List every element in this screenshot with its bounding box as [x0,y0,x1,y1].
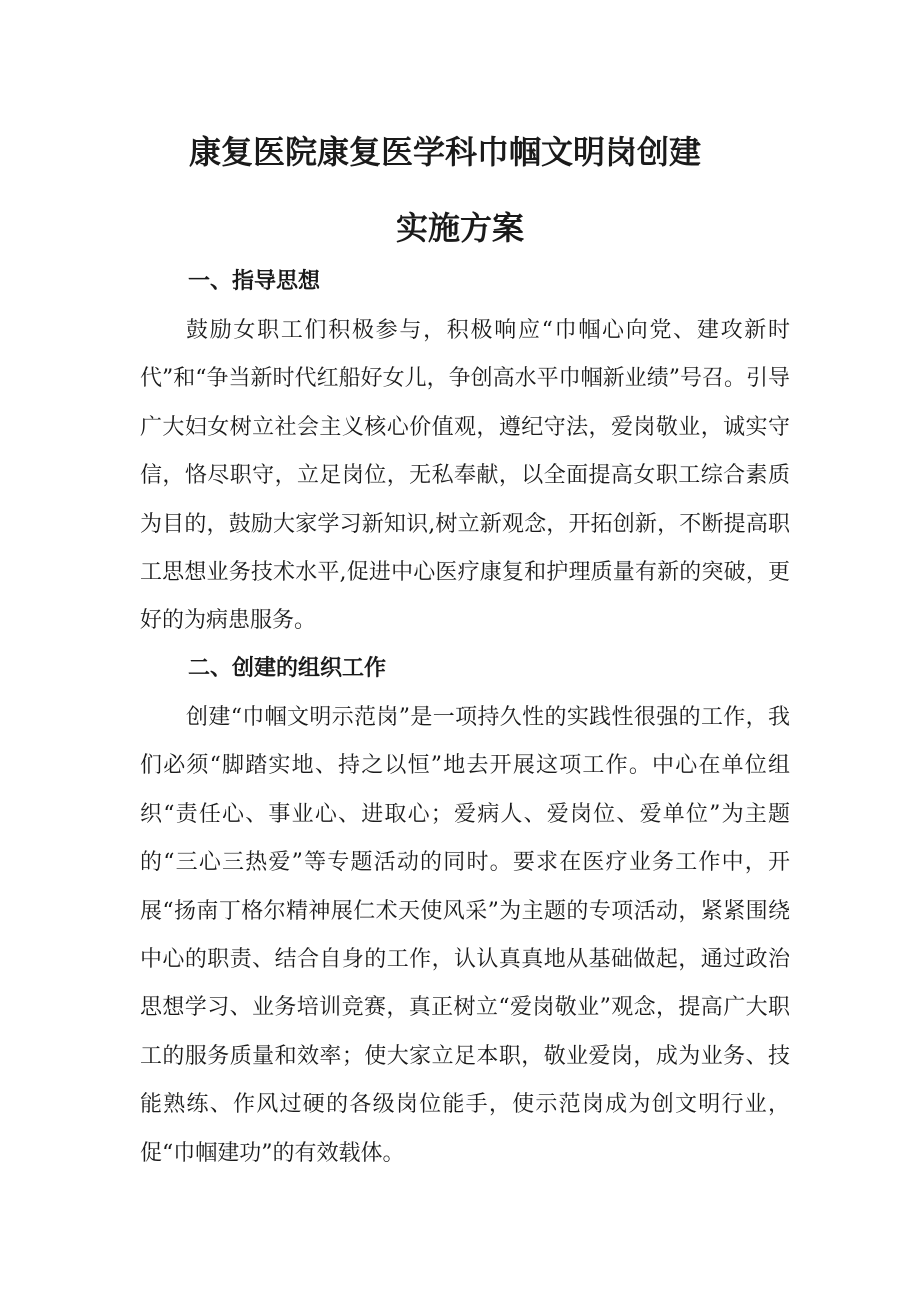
section-paragraph-organization-work: 创建“巾帼文明示范岗”是一项持久性的实践性很强的工作，我们必须“脚踏实地、持之以恒”地去开展这项工作。中心在单位组织“责任心、事业心、进取心；爱病人、爱岗位、爱单位”为主题的“三心三热爱”等专题活动的同时。要求在医疗业务工作中，开展“扬南丁格尔精神展仁术天使风采”为主题的专项活动，紧紧围绕中心的职责、结合自身的工作，认认真真地从基础做起，通过政治思想学习、业务培训竞赛，真正树立“爱岗敬业”观念，提高广大职工的服务质量和效率；使大家立足本职，敬业爱岗，成为业务、技能熟练、作风过硬的各级岗位能手，使示范岗成为创文明行业，促“巾帼建功”的有效载体。 [140,705,790,1166]
document-title-line-2: 实施方案 [395,209,524,247]
section-paragraph-guiding-ideology: 鼓励女职工们积极参与，积极响应“巾帼心向党、建攻新时代”和“争当新时代红船好女儿，争创高水平巾帼新业绩”号召。引导广大妇女树立社会主义核心价值观，遵纪守法，爱岗敬业，诚实守信，恪尽职守，立足岗位，无私奉献，以全面提高女职工综合素质为目的，鼓励大家学习新知识,树立新观念，开拓创新，不断提高职工思想业务技术水平,促进中心医疗康复和护理质量有新的突破，更好的为病患服务。 [140,318,790,634]
document-title-line-1: 康复医院康复医学科巾帼文明岗创建 [188,133,701,171]
section-heading-organization-work: 二、创建的组织工作 [188,656,387,681]
section-heading-guiding-ideology: 一、指导思想 [188,269,321,294]
